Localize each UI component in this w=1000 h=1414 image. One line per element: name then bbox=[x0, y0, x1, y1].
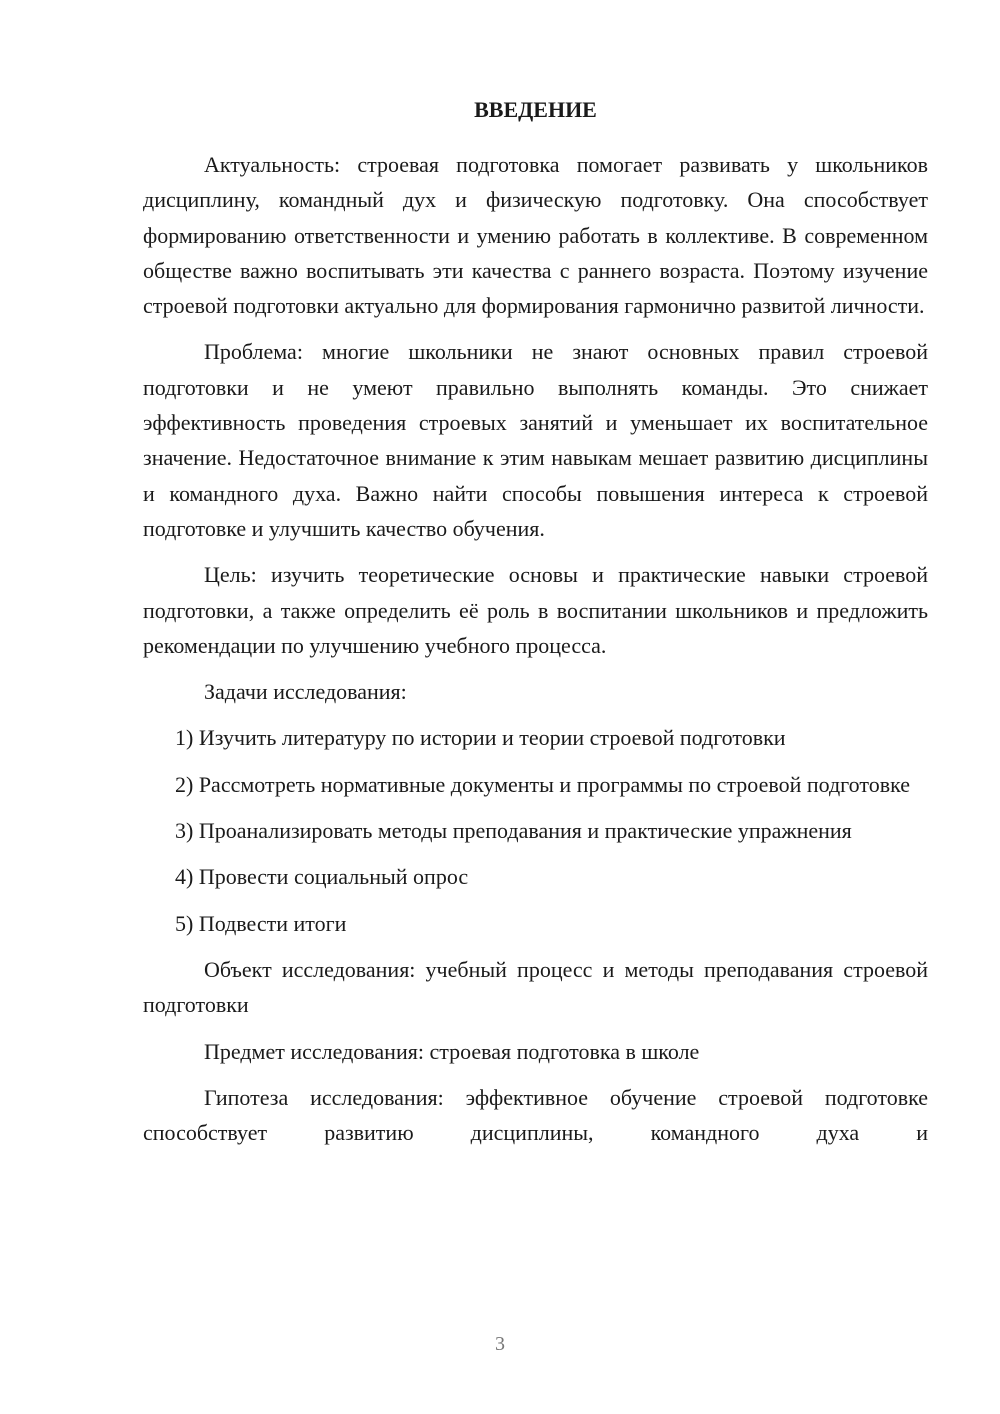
task-item-2: 2) Рассмотреть нормативные документы и программы по строевой подготовке bbox=[175, 771, 910, 797]
paragraph-tasks-heading: Задачи исследования: bbox=[204, 679, 407, 705]
task-item-1: 1) Изучить литературу по истории и теории строевой подготовки bbox=[175, 725, 786, 751]
paragraph-subject: Предмет исследования: строевая подготовка в школе bbox=[204, 1038, 700, 1064]
page-number: 3 bbox=[495, 1333, 505, 1355]
paragraph-object: Объект исследования: учебный процесс и методы преподавания строевой подготовки bbox=[143, 956, 928, 1018]
paragraph-problem: Проблема: многие школьники не знают основных правил строевой подготовки и не умеют правильно выполнять команды. Это снижает эффективность проведения строевых занятий и уменьшает их воспитательное значение. Недостаточное внимание к этим навыкам мешает развитию дисциплины и командного духа. Важно найти способы повышения интереса к строевой подготовке и улучшить качество обучения. bbox=[143, 339, 928, 541]
task-item-3: 3) Проанализировать методы преподавания и практические упражнения bbox=[175, 818, 852, 844]
paragraph-hypothesis: Гипотеза исследования: эффективное обучение строевой подготовке способствует развитию дисциплины, командного духа и bbox=[143, 1084, 928, 1146]
task-item-4: 4) Провести социальный опрос bbox=[175, 864, 469, 890]
paragraph-goal: Цель: изучить теоретические основы и практические навыки строевой подготовки, а также определить её роль в воспитании школьников и предложить рекомендации по улучшению учебного процесса. bbox=[143, 562, 928, 658]
page-content bbox=[143, 92, 928, 1161]
paragraph-relevance: Актуальность: строевая подготовка помогает развивать у школьников дисциплину, командный дух и физическую подготовку. Она способствует формированию ответственности и умению работать в коллективе. В современном обществе важно воспитывать эти качества с раннего возраста. Поэтому изучение строевой подготовки актуально для формирования гармонично развитой личности. bbox=[143, 152, 928, 319]
task-item-5: 5) Подвести итоги bbox=[175, 910, 347, 936]
section-title: ВВЕДЕНИЕ bbox=[474, 97, 597, 122]
